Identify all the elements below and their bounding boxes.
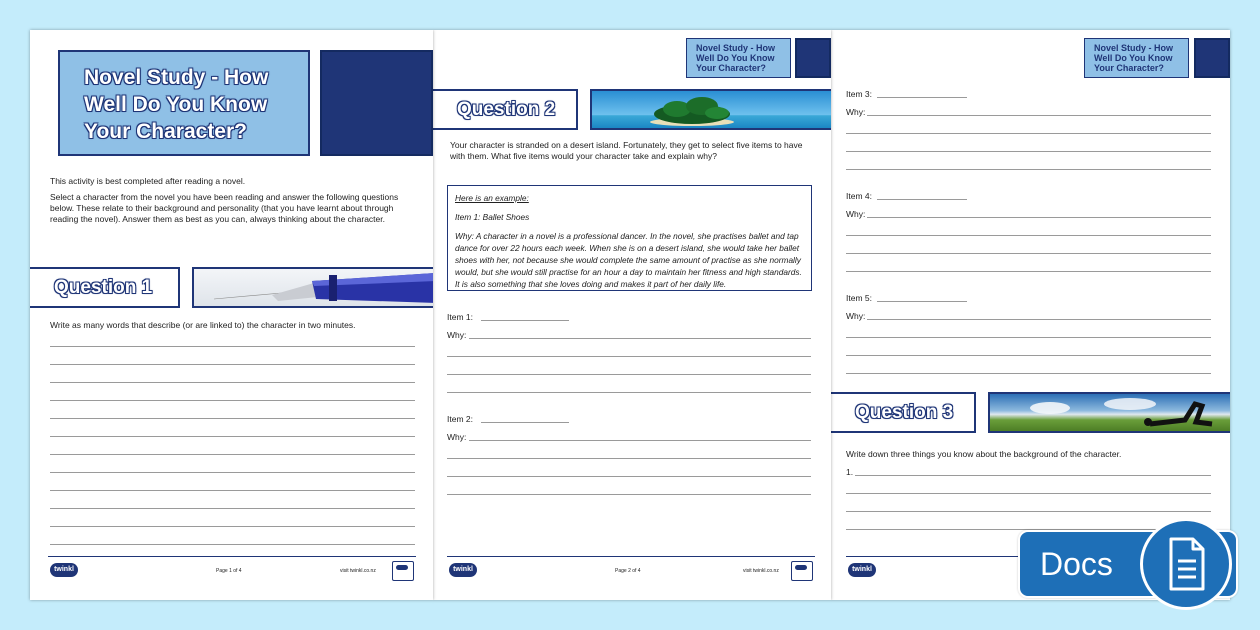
footer-site: visit twinkl.co.nz	[743, 568, 779, 574]
why-line[interactable]	[867, 115, 1211, 116]
pen-icon	[194, 269, 433, 308]
island-icon	[592, 91, 831, 130]
quality-badge-icon	[791, 561, 813, 581]
answer-line[interactable]	[447, 494, 811, 495]
answer-line[interactable]	[50, 346, 415, 347]
title-decoration	[320, 50, 433, 156]
why-line[interactable]	[469, 440, 811, 441]
why-1-label: Why:	[447, 330, 467, 340]
field-image	[988, 392, 1230, 433]
item-1-line[interactable]	[481, 320, 569, 321]
page-number: Page 2 of 4	[615, 568, 641, 574]
answer-line[interactable]	[50, 400, 415, 401]
answer-line[interactable]	[846, 337, 1211, 338]
question-1-text: Write as many words that describe (or are linked to) the character in two minutes.	[50, 320, 356, 330]
answer-line[interactable]	[50, 364, 415, 365]
example-box	[447, 185, 812, 291]
answer-line[interactable]	[50, 490, 415, 491]
page-title: Novel Study - How Well Do You Know Your Character?	[58, 50, 310, 156]
page-number: Page 1 of 4	[216, 568, 242, 574]
question-2-heading: Question 2	[433, 89, 578, 130]
answer-line[interactable]	[846, 253, 1211, 254]
answer-line[interactable]	[447, 374, 811, 375]
why-line[interactable]	[867, 217, 1211, 218]
why-4-label: Why:	[846, 209, 866, 219]
why-5-label: Why:	[846, 311, 866, 321]
twinkl-logo: twinkl	[848, 563, 876, 577]
list-number: 1.	[846, 467, 854, 477]
header-decoration	[795, 38, 831, 78]
worksheet-page-2	[433, 30, 831, 600]
answer-line[interactable]	[846, 271, 1211, 272]
item-2-line[interactable]	[481, 422, 569, 423]
person-lying-icon	[990, 394, 1230, 433]
why-2-label: Why:	[447, 432, 467, 442]
item-5-label: Item 5:	[846, 293, 872, 303]
question-3-text: Write down three things you know about the background of the character.	[846, 449, 1122, 459]
why-line[interactable]	[867, 319, 1211, 320]
worksheet-page-3	[831, 30, 1230, 600]
question-3-heading: Question 3	[831, 392, 976, 433]
intro-text: This activity is best completed after reading a novel.	[50, 176, 246, 186]
answer-line[interactable]	[447, 476, 811, 477]
footer-divider	[48, 556, 416, 557]
answer-line[interactable]	[855, 475, 1211, 476]
answer-line[interactable]	[846, 373, 1211, 374]
header-decoration	[1194, 38, 1230, 78]
answer-line[interactable]	[447, 356, 811, 357]
example-why: Why: A character in a novel is a professional dancer. In the novel, she practises ballet and tap dance for over 22 hours each week. When she is on a desert island, she would take her ballet shoes with her, not because she would complete the same amount of practise as she normally would, but she would still practise for an hour a day to maintain her fitness and high standards. It is also something that she loves doing and makes it part of her daily life.	[455, 231, 802, 289]
answer-line[interactable]	[50, 382, 415, 383]
worksheet-page-1	[30, 30, 433, 600]
why-3-label: Why:	[846, 107, 866, 117]
answer-line[interactable]	[50, 508, 415, 509]
answer-line[interactable]	[50, 472, 415, 473]
item-5-line[interactable]	[877, 301, 967, 302]
answer-line[interactable]	[846, 511, 1211, 512]
answer-line[interactable]	[50, 436, 415, 437]
example-item: Item 1: Ballet Shoes	[455, 212, 530, 222]
answer-line[interactable]	[846, 133, 1211, 134]
answer-line[interactable]	[846, 235, 1211, 236]
question-1-heading: Question 1	[30, 267, 180, 308]
answer-line[interactable]	[846, 151, 1211, 152]
page-header-title: Novel Study - How Well Do You Know Your Character?	[686, 38, 791, 78]
answer-line[interactable]	[846, 169, 1211, 170]
pen-image	[192, 267, 433, 308]
quality-badge-icon	[392, 561, 414, 581]
item-1-label: Item 1:	[447, 312, 473, 322]
item-2-label: Item 2:	[447, 414, 473, 424]
answer-line[interactable]	[50, 526, 415, 527]
page-header-title: Novel Study - How Well Do You Know Your Character?	[1084, 38, 1189, 78]
item-4-line[interactable]	[877, 199, 967, 200]
why-line[interactable]	[469, 338, 811, 339]
answer-line[interactable]	[846, 493, 1211, 494]
answer-line[interactable]	[447, 458, 811, 459]
answer-line[interactable]	[846, 355, 1211, 356]
document-icon	[1140, 518, 1232, 610]
instructions-text: Select a character from the novel you have been reading and answer the following questions below. These relate to their background and personality (that you have learnt about through reading the novel). Answer them as best as you can, always thinking about the character.	[50, 192, 399, 224]
footer-site: visit twinkl.co.nz	[340, 568, 376, 574]
island-image	[590, 89, 831, 130]
twinkl-logo: twinkl	[449, 563, 477, 577]
docs-label: Docs	[1040, 546, 1113, 582]
question-2-text: Your character is stranded on a desert island. Fortunately, they get to select five items to have with them. What five items would your character take and explain why?	[450, 140, 803, 161]
answer-line[interactable]	[50, 454, 415, 455]
item-3-line[interactable]	[877, 97, 967, 98]
answer-line[interactable]	[50, 544, 415, 545]
twinkl-logo: twinkl	[50, 563, 78, 577]
footer-divider	[447, 556, 815, 557]
example-heading: Here is an example:	[455, 193, 529, 203]
item-4-label: Item 4:	[846, 191, 872, 201]
item-3-label: Item 3:	[846, 89, 872, 99]
answer-line[interactable]	[447, 392, 811, 393]
answer-line[interactable]	[50, 418, 415, 419]
